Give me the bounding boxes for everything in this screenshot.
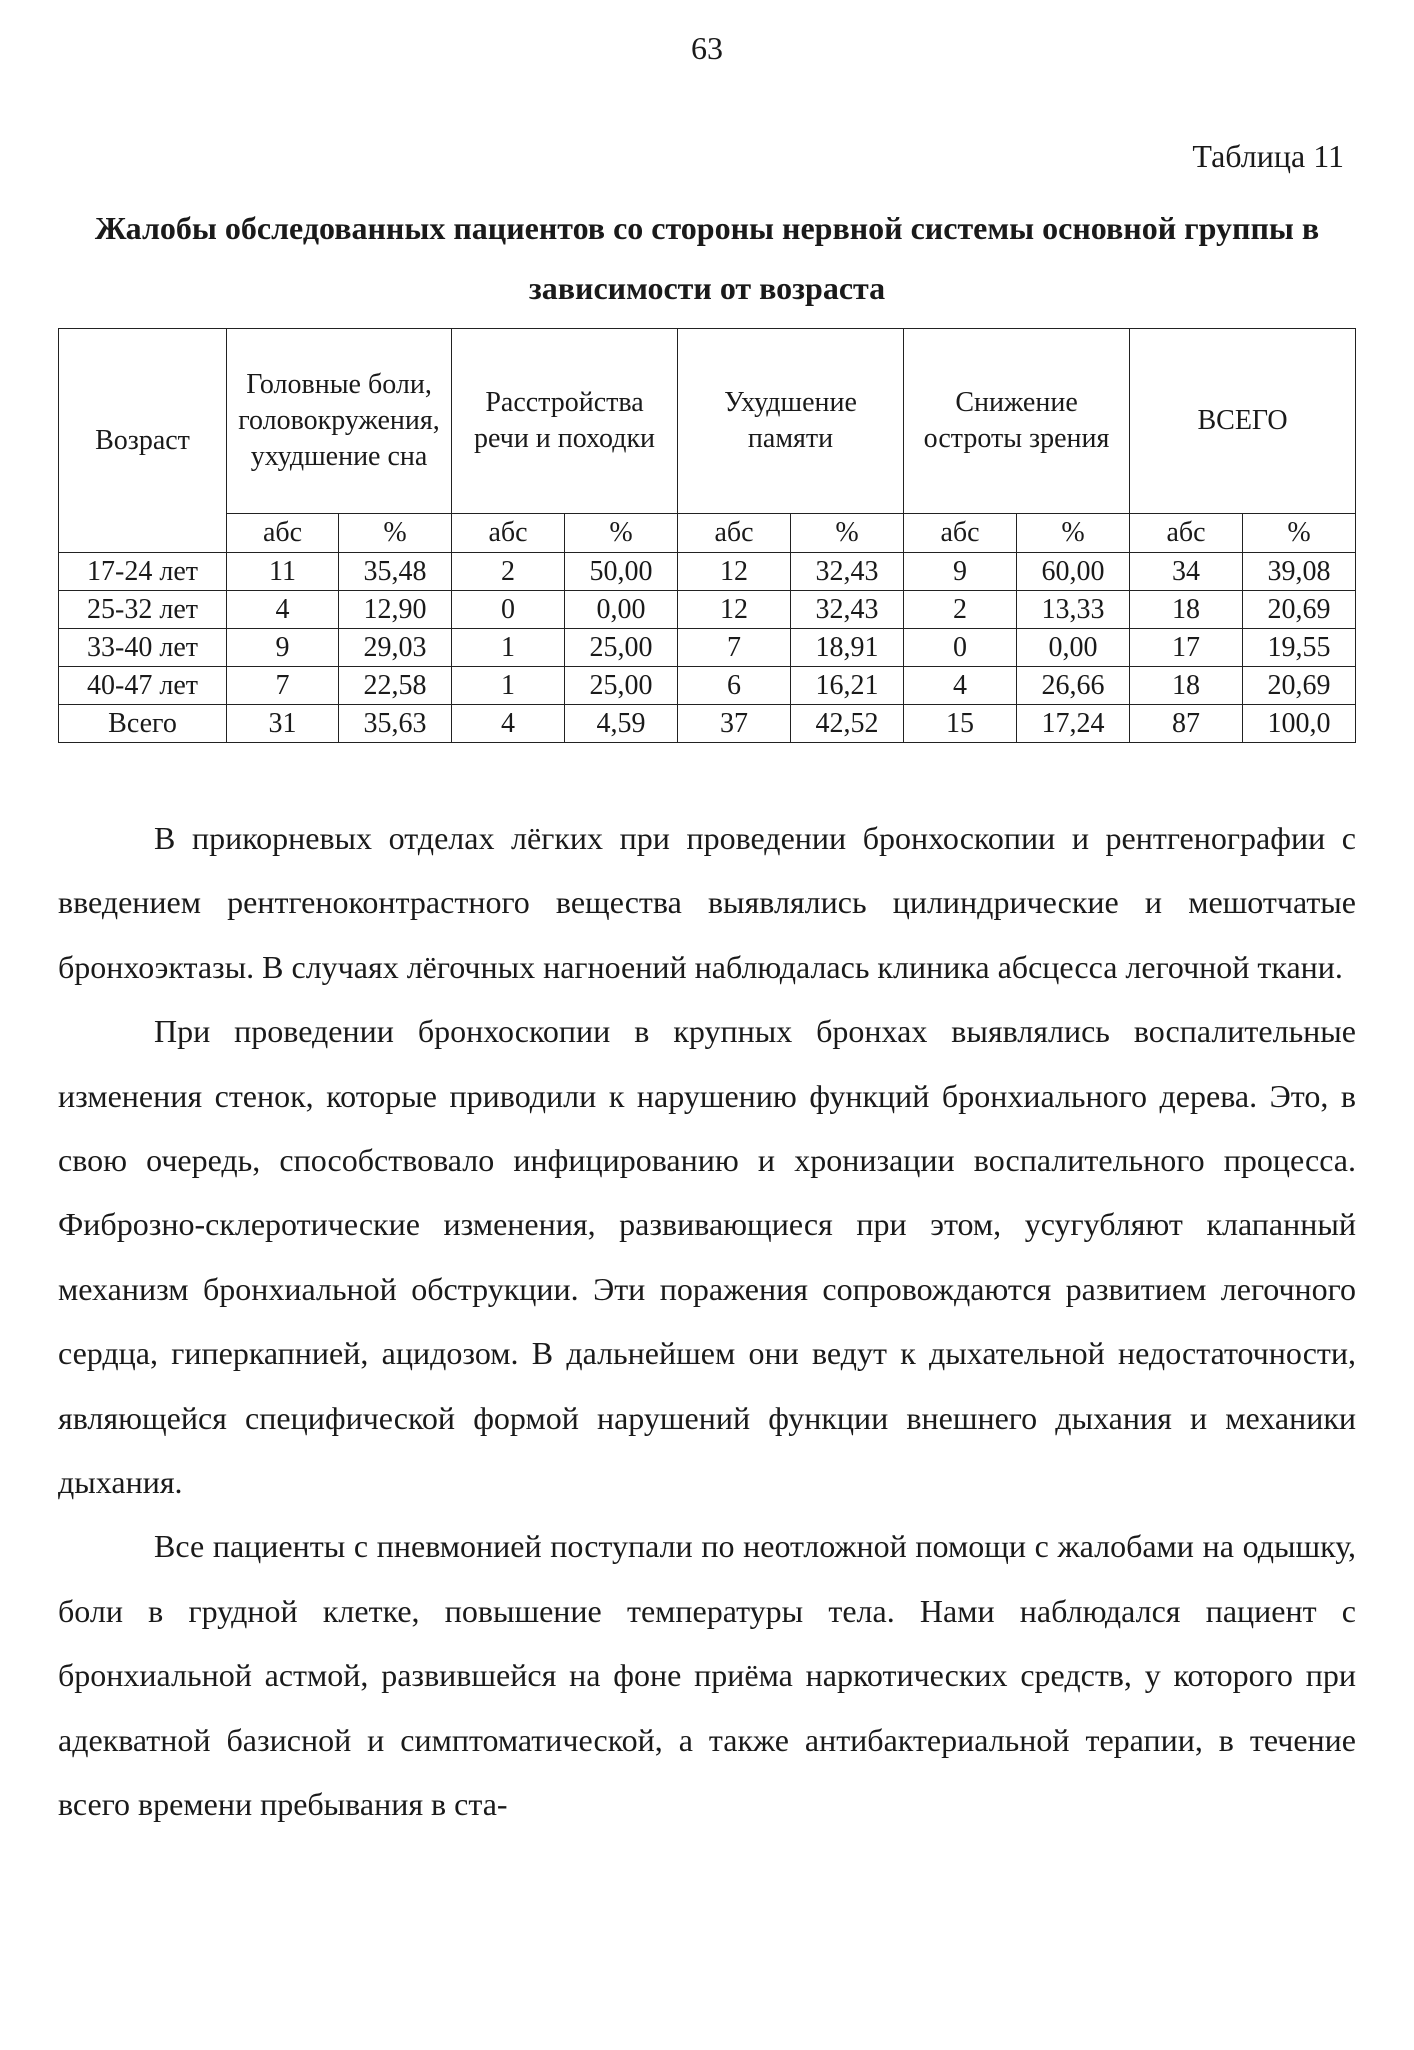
abs-cell: 4 [452, 705, 565, 743]
header-vision: Снижение остроты зрения [904, 329, 1130, 514]
age-cell: 17-24 лет [59, 553, 227, 591]
subheader-pct: % [791, 514, 904, 553]
abs-cell: 9 [227, 629, 339, 667]
abs-cell: 15 [904, 705, 1017, 743]
subheader-abs: абс [452, 514, 565, 553]
pct-cell: 60,00 [1017, 553, 1130, 591]
pct-cell: 29,03 [339, 629, 452, 667]
pct-cell: 0,00 [565, 591, 678, 629]
subheader-abs: абс [678, 514, 791, 553]
header-memory: Ухудшение памяти [678, 329, 904, 514]
abs-cell: 0 [904, 629, 1017, 667]
header-speech: Расстройства речи и походки [452, 329, 678, 514]
abs-cell: 18 [1130, 591, 1243, 629]
pct-cell: 20,69 [1243, 667, 1356, 705]
abs-cell: 4 [227, 591, 339, 629]
subheader-abs: абс [1130, 514, 1243, 553]
pct-cell: 32,43 [791, 591, 904, 629]
subheader-pct: % [565, 514, 678, 553]
pct-cell: 42,52 [791, 705, 904, 743]
paragraph: В прикорневых отделах лёгких при проведении бронхоскопии и рентгенографии с введением рентгеноконтрастного вещества выявлялись цилиндрические и мешотчатые бронхоэктазы. В случаях лёгочных нагноений наблюдалась клиника абсцесса легочной ткани. [58, 820, 1356, 985]
table-row [59, 591, 1356, 629]
table-row [59, 553, 1356, 591]
header-headache: Головные боли, головокружения, ухудшение сна [227, 329, 452, 514]
pct-cell: 0,00 [1017, 629, 1130, 667]
pct-cell: 50,00 [565, 553, 678, 591]
abs-cell: 12 [678, 553, 791, 591]
pct-cell: 26,66 [1017, 667, 1130, 705]
table-label: Таблица 11 [1192, 138, 1344, 174]
pct-cell: 35,48 [339, 553, 452, 591]
abs-cell: 2 [452, 553, 565, 591]
pct-cell: 17,24 [1017, 705, 1130, 743]
abs-cell: 11 [227, 553, 339, 591]
abs-cell: 9 [904, 553, 1017, 591]
pct-cell: 25,00 [565, 667, 678, 705]
age-cell: 25-32 лет [59, 591, 227, 629]
abs-cell: 1 [452, 629, 565, 667]
pct-cell: 18,91 [791, 629, 904, 667]
abs-cell: 4 [904, 667, 1017, 705]
header-total: ВСЕГО [1130, 329, 1356, 514]
pct-cell: 20,69 [1243, 591, 1356, 629]
age-cell: Всего [59, 705, 227, 743]
pct-cell: 13,33 [1017, 591, 1130, 629]
subheader-pct: % [339, 514, 452, 553]
page-number: 63 [691, 30, 723, 66]
pct-cell: 4,59 [565, 705, 678, 743]
pct-cell: 19,55 [1243, 629, 1356, 667]
abs-cell: 31 [227, 705, 339, 743]
table-row [59, 629, 1356, 667]
abs-cell: 12 [678, 591, 791, 629]
abs-cell: 34 [1130, 553, 1243, 591]
abs-cell: 37 [678, 705, 791, 743]
header-age: Возраст [59, 329, 227, 553]
pct-cell: 12,90 [339, 591, 452, 629]
subheader-abs: абс [904, 514, 1017, 553]
paragraph: Все пациенты с пневмонией поступали по неотложной помощи с жалобами на одышку, боли в грудной клетке, повышение температуры тела. Нами наблюдался пациент с бронхиальной астмой, развившейся на фоне приёма наркотических средств, у которого при адекватной базисной и симптоматической, а также антибактериальной терапии, в течение всего времени пребывания в ста- [58, 1528, 1356, 1823]
age-cell: 40-47 лет [59, 667, 227, 705]
abs-cell: 87 [1130, 705, 1243, 743]
pct-cell: 32,43 [791, 553, 904, 591]
subheader-pct: % [1017, 514, 1130, 553]
pct-cell: 22,58 [339, 667, 452, 705]
abs-cell: 17 [1130, 629, 1243, 667]
table-row [59, 705, 1356, 743]
age-cell: 33-40 лет [59, 629, 227, 667]
table-title: Жалобы обследованных пациентов со стороны нервной системы основной группы в зависимости от возраста [94, 210, 1320, 306]
pct-cell: 35,63 [339, 705, 452, 743]
complaints-table [58, 328, 1356, 743]
abs-cell: 18 [1130, 667, 1243, 705]
abs-cell: 2 [904, 591, 1017, 629]
paragraph: При проведении бронхоскопии в крупных бронхах выявлялись воспалительные изменения стенок, которые приводили к нарушению функций бронхиального дерева. Это, в свою очередь, способствовало инфицированию и хронизации воспалительного процесса. Фиброзно-склеротические изменения, развивающиеся при этом, усугубляют клапанный механизм бронхиальной обструкции. Эти поражения сопровождаются развитием легочного сердца, гиперкапнией, ацидозом. В дальнейшем они ведут к дыхательной недостаточности, являющейся специфической формой нарушений функции внешнего дыхания и механики дыхания. [58, 1013, 1356, 1501]
subheader-abs: абс [227, 514, 339, 553]
abs-cell: 7 [227, 667, 339, 705]
pct-cell: 16,21 [791, 667, 904, 705]
pct-cell: 100,0 [1243, 705, 1356, 743]
subheader-pct: % [1243, 514, 1356, 553]
table-row [59, 667, 1356, 705]
abs-cell: 7 [678, 629, 791, 667]
abs-cell: 0 [452, 591, 565, 629]
abs-cell: 6 [678, 667, 791, 705]
pct-cell: 25,00 [565, 629, 678, 667]
body-text [58, 806, 1356, 1837]
pct-cell: 39,08 [1243, 553, 1356, 591]
abs-cell: 1 [452, 667, 565, 705]
